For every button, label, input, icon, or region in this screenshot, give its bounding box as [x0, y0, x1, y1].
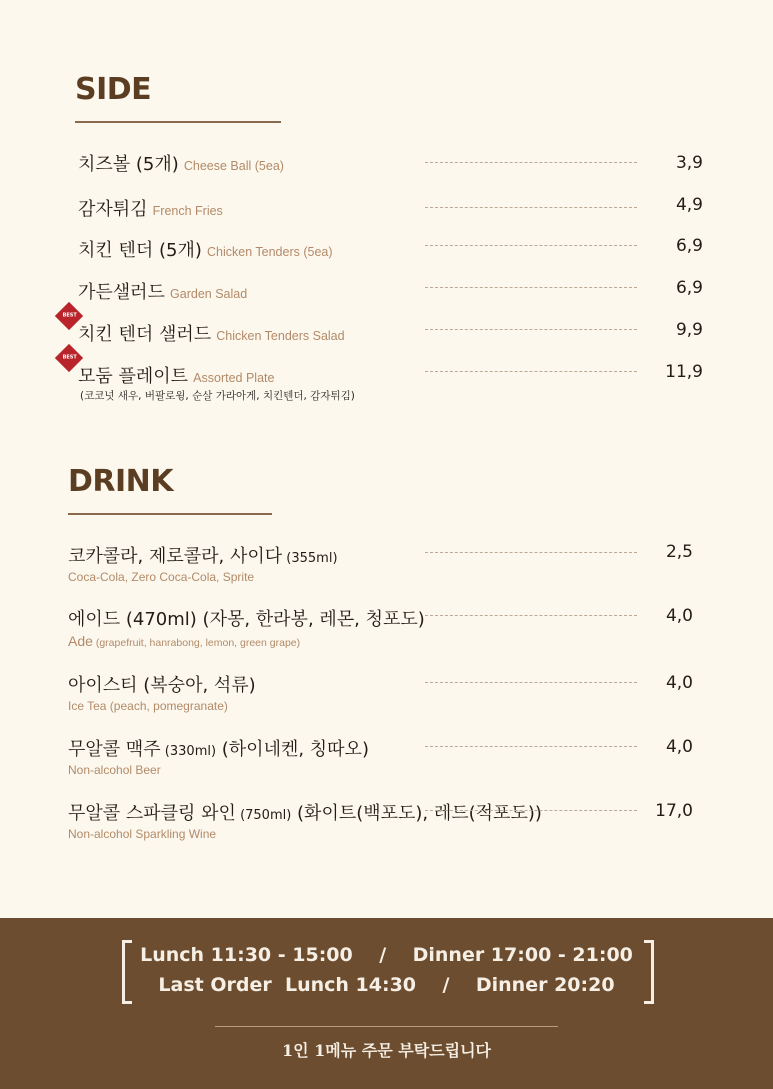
item-price: 2,5	[665, 542, 693, 562]
item-name-en: Chicken Tenders (5ea)	[206, 245, 333, 259]
leader-dots	[425, 245, 637, 246]
item-price: 4,0	[665, 673, 693, 693]
item-price: 6,9	[675, 236, 703, 256]
item-name-ko: 치킨 텐더 샐러드	[78, 324, 212, 345]
item-volume: (750ml)	[235, 808, 292, 823]
drink-title: DRINK	[68, 464, 174, 499]
item-price: 4,0	[665, 606, 693, 626]
leader-dots	[425, 371, 637, 372]
leader-dots	[425, 162, 637, 163]
best-badge-label: BEST	[62, 312, 77, 319]
item-name-en: Coca-Cola, Zero Coca-Cola, Sprite	[68, 570, 255, 584]
item-name-en: Cheese Ball (5ea)	[183, 159, 284, 173]
item-price: 17,0	[655, 801, 693, 821]
drink-title-rule	[68, 513, 272, 515]
leader-dots	[425, 287, 637, 288]
leader-dots	[425, 207, 637, 208]
item-name-ko: 가든샐러드	[78, 282, 165, 303]
item-price: 4,9	[675, 195, 703, 215]
item-options: (하이네켄, 칭따오)	[216, 739, 369, 760]
item-name-ko: 감자튀김	[78, 199, 148, 220]
leader-dots	[425, 682, 637, 683]
item-name-en: Garden Salad	[170, 287, 248, 301]
item-name-en: Ice Tea (peach, pomegranate)	[68, 699, 228, 713]
item-name-ko: 모둠 플레이트	[78, 366, 189, 387]
leader-dots	[425, 329, 637, 330]
leader-dots	[425, 810, 637, 811]
business-hours: Lunch 11:30 - 15:00 / Dinner 17:00 - 21:00	[140, 944, 633, 966]
leader-dots	[425, 746, 637, 747]
leader-dots	[425, 615, 637, 616]
item-volume: (330ml)	[160, 744, 217, 759]
last-order-hours: Last Order Lunch 14:30 / Dinner 20:20	[158, 974, 615, 996]
item-price: 6,9	[675, 278, 703, 298]
item-name-en: Assorted Plate	[193, 371, 275, 385]
item-volume: (355ml)	[282, 551, 338, 566]
order-policy-note: 1인 1메뉴 주문 부탁드립니다	[282, 1041, 491, 1060]
side-title: SIDE	[75, 72, 152, 107]
item-name-ko: 치킨 텐더 (5개)	[78, 240, 202, 261]
item-name-ko: 아이스티 (복숭아, 석류)	[68, 675, 256, 696]
leader-dots	[425, 552, 637, 553]
item-name-ko: 무알콜 스파클링 와인	[68, 803, 236, 824]
item-name-en: Chicken Tenders Salad	[216, 329, 345, 343]
item-price: 4,0	[665, 737, 693, 757]
item-name-en: (grapefruit, hanrabong, lemon, green grape)	[92, 637, 301, 649]
item-name-en-line	[68, 633, 300, 649]
item-name-ko: 코카콜라, 제로콜라, 사이다	[68, 546, 283, 567]
item-name-en: French Fries	[152, 204, 223, 218]
item-price: 11,9	[665, 362, 703, 382]
item-name-ko: 에이드 (470ml) (자몽, 한라봉, 레몬, 청포도)	[68, 609, 425, 630]
item-name-ko: 치즈볼 (5개)	[78, 154, 179, 175]
item-options: (화이트(백포도), 레드(적포도))	[291, 803, 542, 824]
footer-divider	[215, 1026, 558, 1027]
item-name-ko: 무알콜 맥주	[68, 739, 161, 760]
item-price: 9,9	[675, 320, 703, 340]
side-title-rule	[75, 121, 281, 123]
item-price: 3,9	[675, 153, 703, 173]
item-name-en-lead: Ade	[68, 633, 93, 649]
item-name-en: Non-alcohol Sparkling Wine	[68, 827, 217, 841]
item-note: (코코넛 새우, 버팔로윙, 순살 가라아게, 치킨텐더, 감자튀김)	[80, 390, 355, 402]
best-badge-label: BEST	[62, 354, 77, 361]
item-name-en: Non-alcohol Beer	[68, 763, 161, 777]
